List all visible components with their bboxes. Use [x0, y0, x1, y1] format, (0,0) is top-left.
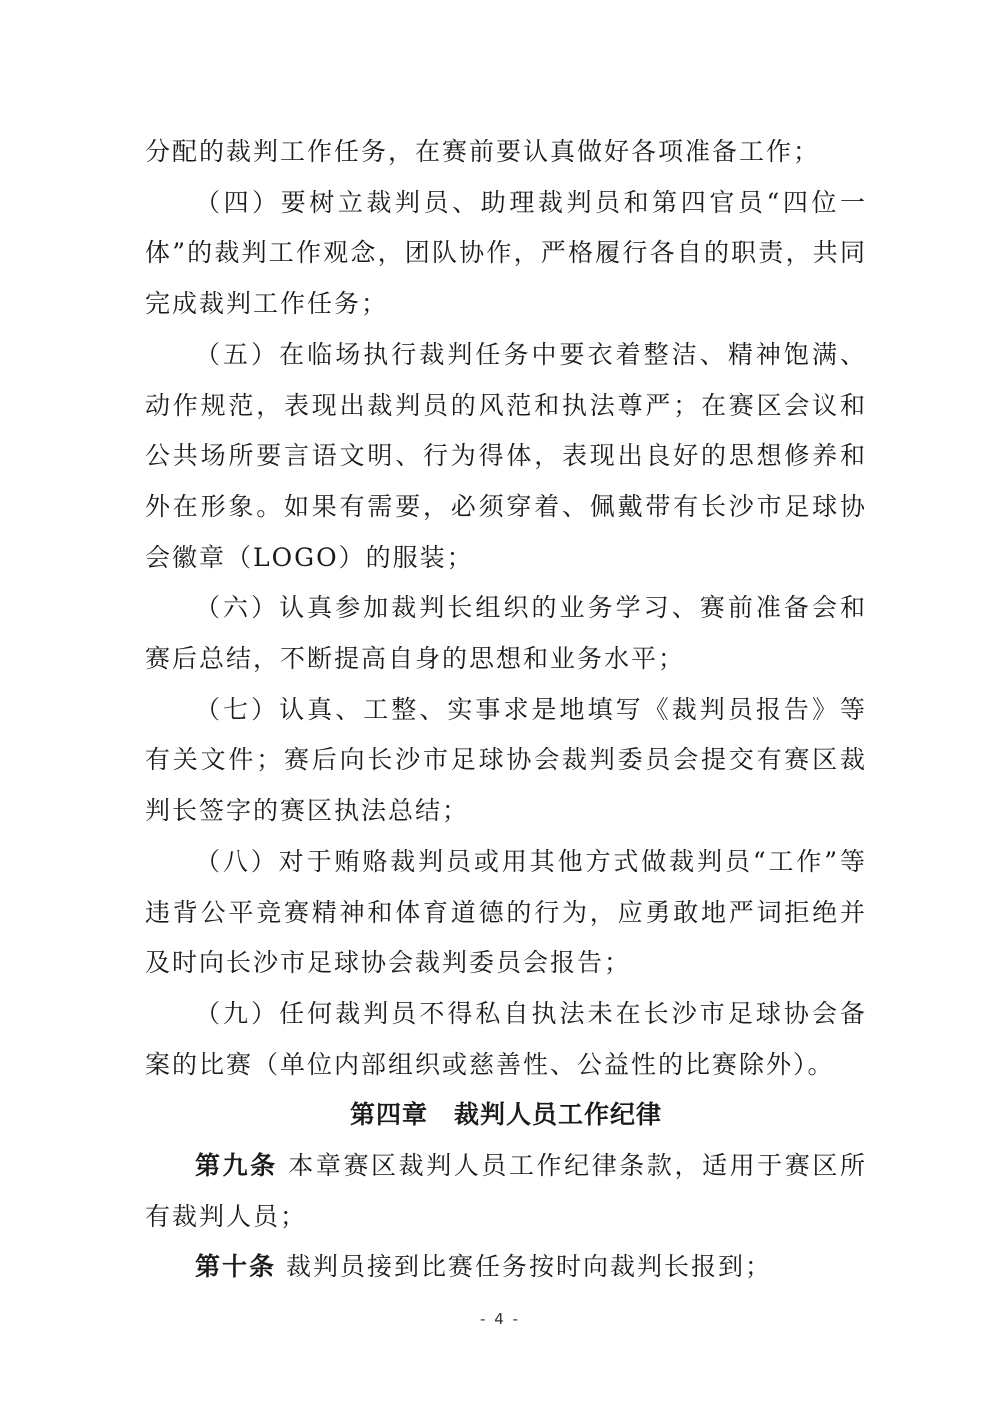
- article-9: [145, 1141, 867, 1242]
- article-text: 本章赛区裁判人员工作纪律条款，适用于赛区所有裁判人员；: [145, 1151, 867, 1231]
- chapter-title: 裁判人员工作纪律: [454, 1100, 663, 1130]
- clause-5: （五）在临场执行裁判任务中要衣着整洁、精神饱满、动作规范，表现出裁判员的风范和执法尊严；在赛区会议和公共场所要言语文明、行为得体，表现出良好的思想修养和外在形象。如果有需要，必须穿着、佩戴带有长沙市足球协会徽章（LOGO）的服装；: [145, 339, 867, 572]
- article-head: 第九条: [195, 1151, 278, 1181]
- paragraph-continuation: 分配的裁判工作任务，在赛前要认真做好各项准备工作；: [145, 137, 821, 166]
- clause-4: （四）要树立裁判员、助理裁判员和第四官员“四位一体”的裁判工作观念，团队协作，严格履行各自的职责，共同完成裁判工作任务；: [145, 187, 867, 319]
- clause-7: （七）认真、工整、实事求是地填写《裁判员报告》等有关文件；赛后向长沙市足球协会裁判委员会提交有赛区裁判长签字的赛区执法总结；: [145, 694, 867, 826]
- article-10: [145, 1242, 867, 1293]
- page-number: - 4 -: [480, 1310, 520, 1328]
- clause-6: （六）认真参加裁判长组织的业务学习、赛前准备会和赛后总结，不断提高自身的思想和业务水平；: [145, 593, 867, 674]
- clause-9: （九）任何裁判员不得私自执法未在长沙市足球协会备案的比赛（单位内部组织或慈善性、公益性的比赛除外）。: [145, 998, 867, 1079]
- article-text: 裁判员接到比赛任务按时向裁判长报到；: [285, 1252, 772, 1282]
- article-head: 第十条: [195, 1252, 277, 1282]
- chapter-heading: [145, 1090, 867, 1141]
- document-body: [145, 127, 867, 1293]
- chapter-number: 第四章: [349, 1100, 428, 1130]
- clause-8: （八）对于贿赂裁判员或用其他方式做裁判员“工作”等违背公平竞赛精神和体育道德的行为，应勇敢地严词拒绝并及时向长沙市足球协会裁判委员会报告；: [145, 846, 867, 978]
